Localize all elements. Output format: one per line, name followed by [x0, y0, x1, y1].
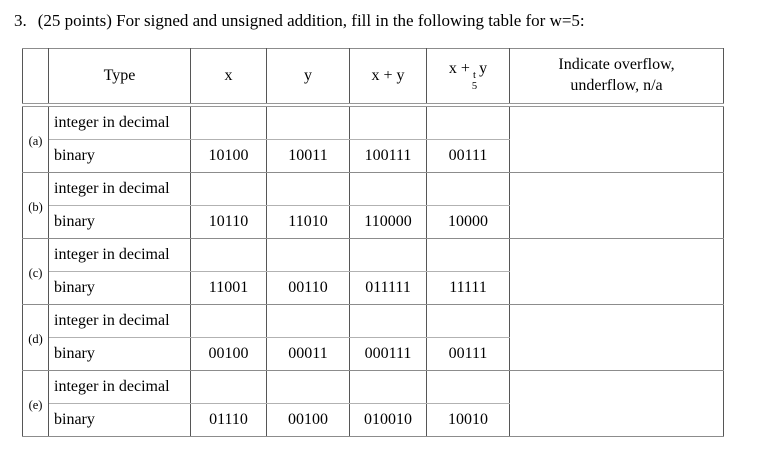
- group-b-label: (b): [23, 173, 49, 239]
- header-x-plus-y: x + y: [350, 49, 427, 106]
- row-label-decimal: integer in decimal: [49, 105, 191, 140]
- cell-e-binary-y: 00100: [267, 404, 350, 437]
- cell-e-decimal-x: [191, 371, 267, 404]
- cell-d-decimal-y: [267, 305, 350, 338]
- cell-c-decimal-y: [267, 239, 350, 272]
- cell-a-decimal-x-plus-t5-y: [427, 105, 510, 140]
- cell-b-binary-x-plus-y: 110000: [350, 206, 427, 239]
- cell-e-binary-x-plus-t5-y: 10010: [427, 404, 510, 437]
- cell-c-binary-x: 11001: [191, 272, 267, 305]
- row-label-decimal: integer in decimal: [49, 173, 191, 206]
- cell-c-decimal-x-plus-t5-y: [427, 239, 510, 272]
- cell-b-indicate: [510, 173, 724, 239]
- cell-d-indicate: [510, 305, 724, 371]
- cell-b-binary-x-plus-t5-y: 10000: [427, 206, 510, 239]
- t5-operator-stack: [472, 70, 477, 92]
- question-text: (25 points) For signed and unsigned addition, fill in the following table for w=5:: [37, 11, 585, 30]
- cell-b-binary-x: 10110: [191, 206, 267, 239]
- table-row: [23, 305, 724, 338]
- cell-d-decimal-x: [191, 305, 267, 338]
- group-c-label: (c): [23, 239, 49, 305]
- cell-b-decimal-x-plus-t5-y: [427, 173, 510, 206]
- cell-a-decimal-x: [191, 105, 267, 140]
- cell-a-binary-x-plus-t5-y: 00111: [427, 140, 510, 173]
- cell-a-binary-y: 10011: [267, 140, 350, 173]
- question-title: [14, 11, 585, 31]
- t-superscript: t: [473, 69, 476, 81]
- cell-c-binary-x-plus-t5-y: 11111: [427, 272, 510, 305]
- table-row: [23, 173, 724, 206]
- cell-c-indicate: [510, 239, 724, 305]
- header-corner: [23, 49, 49, 106]
- cell-e-binary-x: 01110: [191, 404, 267, 437]
- group-e-label: (e): [23, 371, 49, 437]
- table-row: [23, 239, 724, 272]
- cell-d-decimal-x-plus-t5-y: [427, 305, 510, 338]
- header-x: x: [191, 49, 267, 106]
- cell-b-binary-y: 11010: [267, 206, 350, 239]
- cell-a-decimal-y: [267, 105, 350, 140]
- group-a-label: (a): [23, 105, 49, 173]
- table-row: [23, 371, 724, 404]
- question-number: 3.: [14, 11, 27, 30]
- cell-d-binary-x-plus-y: 000111: [350, 338, 427, 371]
- cell-a-binary-x-plus-y: 100111: [350, 140, 427, 173]
- indicate-header-text: Indicate overflow, underflow, n/a: [558, 56, 675, 94]
- cell-c-decimal-x-plus-y: [350, 239, 427, 272]
- cell-e-binary-x-plus-y: 010010: [350, 404, 427, 437]
- row-label-binary: binary: [49, 272, 191, 305]
- header-y: y: [267, 49, 350, 106]
- cell-c-decimal-x: [191, 239, 267, 272]
- header-row: [23, 49, 724, 106]
- cell-d-binary-x-plus-t5-y: 00111: [427, 338, 510, 371]
- w5-subscript: 5: [471, 81, 478, 92]
- row-label-binary: binary: [49, 140, 191, 173]
- y-suffix: y: [479, 59, 488, 77]
- group-d-label: (d): [23, 305, 49, 371]
- header-indicate: [510, 49, 724, 106]
- cell-b-decimal-x: [191, 173, 267, 206]
- cell-d-binary-x: 00100: [191, 338, 267, 371]
- cell-d-decimal-x-plus-y: [350, 305, 427, 338]
- row-label-decimal: integer in decimal: [49, 371, 191, 404]
- x-plus-prefix: x +: [448, 59, 470, 77]
- cell-e-indicate: [510, 371, 724, 437]
- cell-a-indicate: [510, 105, 724, 173]
- header-x-plus-t5-y: [427, 49, 510, 106]
- cell-e-decimal-x-plus-t5-y: [427, 371, 510, 404]
- addition-table: [22, 48, 724, 437]
- cell-d-binary-y: 00011: [267, 338, 350, 371]
- cell-a-binary-x: 10100: [191, 140, 267, 173]
- row-label-binary: binary: [49, 338, 191, 371]
- cell-c-binary-x-plus-y: 011111: [350, 272, 427, 305]
- row-label-decimal: integer in decimal: [49, 239, 191, 272]
- cell-c-binary-y: 00110: [267, 272, 350, 305]
- cell-e-decimal-y: [267, 371, 350, 404]
- cell-b-decimal-y: [267, 173, 350, 206]
- row-label-decimal: integer in decimal: [49, 305, 191, 338]
- cell-e-decimal-x-plus-y: [350, 371, 427, 404]
- table-row: [23, 105, 724, 140]
- row-label-binary: binary: [49, 206, 191, 239]
- row-label-binary: binary: [49, 404, 191, 437]
- cell-b-decimal-x-plus-y: [350, 173, 427, 206]
- cell-a-decimal-x-plus-y: [350, 105, 427, 140]
- header-type: Type: [49, 49, 191, 106]
